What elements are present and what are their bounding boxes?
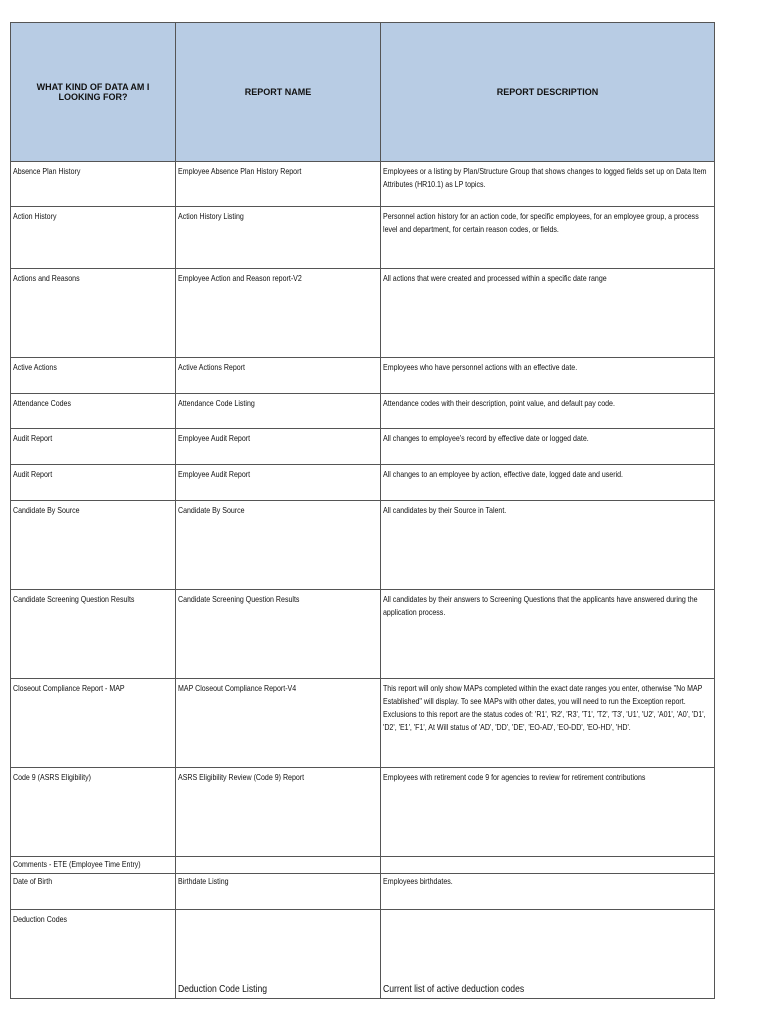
header-data-kind: WHAT KIND OF DATA AM I LOOKING FOR? — [11, 23, 176, 162]
table-row — [11, 162, 715, 207]
cell-report-description: Employees or a listing by Plan/Structure Group that shows changes to logged fields set up on Data Item Attributes (HR10.1) as LP topics. — [381, 162, 715, 207]
cell-report-name: ASRS Eligibility Review (Code 9) Report — [176, 768, 381, 857]
table-row — [11, 207, 715, 269]
cell-data-kind: Active Actions — [11, 358, 176, 394]
header-row — [11, 23, 715, 162]
cell-report-name: Employee Audit Report — [176, 465, 381, 501]
cell-data-kind: Audit Report — [11, 429, 176, 465]
table-row — [11, 465, 715, 501]
cell-report-name: Active Actions Report — [176, 358, 381, 394]
cell-report-name: Employee Audit Report — [176, 429, 381, 465]
cell-data-kind: Absence Plan History — [11, 162, 176, 207]
cell-data-kind: Action History — [11, 207, 176, 269]
cell-data-kind: Candidate Screening Question Results — [11, 590, 176, 679]
cell-data-kind: Code 9 (ASRS Eligibility) — [11, 768, 176, 857]
cell-data-kind: Comments - ETE (Employee Time Entry) — [11, 857, 176, 874]
cell-report-name: Employee Action and Reason report-V2 — [176, 269, 381, 358]
cell-report-description: All candidates by their answers to Screening Questions that the applicants have answered during the application process. — [381, 590, 715, 679]
table-row — [11, 358, 715, 394]
cell-report-description: Current list of active deduction codes — [381, 910, 715, 999]
cell-report-description: All actions that were created and processed within a specific date range — [381, 269, 715, 358]
table-row — [11, 590, 715, 679]
cell-report-description: All changes to employee's record by effective date or logged date. — [381, 429, 715, 465]
cell-report-description: All changes to an employee by action, effective date, logged date and userid. — [381, 465, 715, 501]
cell-report-name: MAP Closeout Compliance Report-V4 — [176, 679, 381, 768]
table-row — [11, 394, 715, 429]
table-row — [11, 429, 715, 465]
header-report-description: REPORT DESCRIPTION — [381, 23, 715, 162]
report-index-sheet — [10, 22, 714, 999]
cell-data-kind: Date of Birth — [11, 874, 176, 910]
table-row — [11, 910, 715, 999]
table-row — [11, 679, 715, 768]
cell-data-kind: Actions and Reasons — [11, 269, 176, 358]
cell-report-name: Attendance Code Listing — [176, 394, 381, 429]
cell-report-description: Employees birthdates. — [381, 874, 715, 910]
cell-report-description: Employees with retirement code 9 for agencies to review for retirement contributions — [381, 768, 715, 857]
cell-report-name: Candidate Screening Question Results — [176, 590, 381, 679]
table-row — [11, 501, 715, 590]
cell-report-description: This report will only show MAPs completed within the exact date ranges you enter, otherwise "No MAP Established" will display. To see MAPs with other dates, you will need to run the Exception report. Exclusions to this report are the status codes of: 'R1', 'R2', 'R3', 'T1', 'T2', 'T3', 'U1', 'U2', 'A01', 'A0', 'D1', 'D2', 'E1', 'F1', At Will status of 'AD', 'DD', 'DE', 'EO-AD', 'EO-DD', 'EO-HD', 'HD'. — [381, 679, 715, 768]
cell-report-description: Employees who have personnel actions with an effective date. — [381, 358, 715, 394]
cell-report-description: Attendance codes with their description, point value, and default pay code. — [381, 394, 715, 429]
cell-data-kind: Attendance Codes — [11, 394, 176, 429]
table-row — [11, 269, 715, 358]
cell-data-kind: Deduction Codes — [11, 910, 176, 999]
cell-report-name: Employee Absence Plan History Report — [176, 162, 381, 207]
cell-report-name: Birthdate Listing — [176, 874, 381, 910]
cell-report-name — [176, 857, 381, 874]
cell-data-kind: Candidate By Source — [11, 501, 176, 590]
report-table — [10, 22, 715, 999]
cell-data-kind: Closeout Compliance Report - MAP — [11, 679, 176, 768]
table-row — [11, 768, 715, 857]
cell-report-description: All candidates by their Source in Talent. — [381, 501, 715, 590]
cell-data-kind: Audit Report — [11, 465, 176, 501]
header-report-name: REPORT NAME — [176, 23, 381, 162]
cell-report-name: Deduction Code Listing — [176, 910, 381, 999]
cell-report-name: Candidate By Source — [176, 501, 381, 590]
cell-report-description: Personnel action history for an action code, for specific employees, for an employee group, a process level and department, for certain reason codes, or fields. — [381, 207, 715, 269]
cell-report-description — [381, 857, 715, 874]
table-row — [11, 857, 715, 874]
cell-report-name: Action History Listing — [176, 207, 381, 269]
table-row — [11, 874, 715, 910]
